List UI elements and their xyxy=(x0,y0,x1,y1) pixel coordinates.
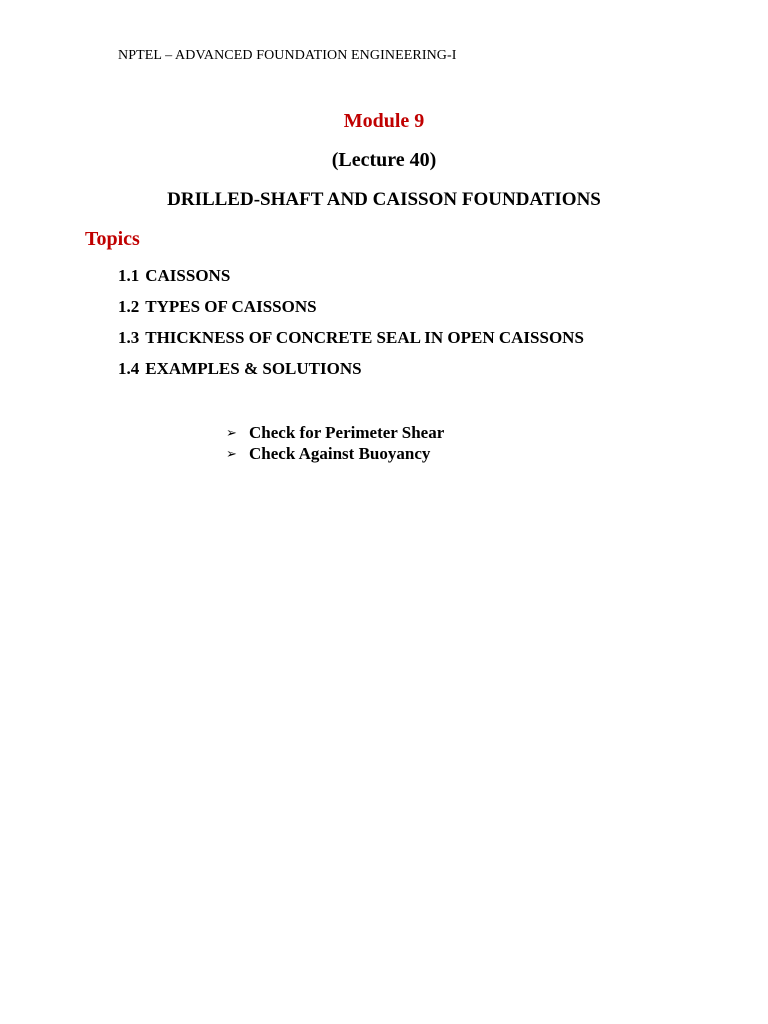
topics-list xyxy=(118,265,584,389)
topic-number: 1.2 xyxy=(118,297,140,316)
lecture-number: (Lecture 40) xyxy=(331,149,437,171)
document-title: DRILLED-SHAFT AND CAISSON FOUNDATIONS xyxy=(167,189,601,210)
topic-label: CAISSONS xyxy=(145,266,231,285)
subtopic-label: Check Against Buoyancy xyxy=(249,444,431,463)
topic-number: 1.1 xyxy=(118,266,140,285)
topics-heading: Topics xyxy=(85,228,140,250)
running-header: NPTEL – ADVANCED FOUNDATION ENGINEERING-I xyxy=(118,48,457,63)
subtopic-item xyxy=(226,422,444,443)
topic-item xyxy=(118,358,584,389)
subtopics-list xyxy=(226,422,444,464)
topic-label: TYPES OF CAISSONS xyxy=(145,297,317,316)
topic-number: 1.4 xyxy=(118,359,140,378)
topic-item xyxy=(118,265,584,296)
arrowhead-bullet-icon: ➢ xyxy=(226,447,237,462)
subtopic-item xyxy=(226,443,444,464)
module-title: Module 9 xyxy=(343,110,425,132)
topic-number: 1.3 xyxy=(118,328,140,347)
topic-label: EXAMPLES & SOLUTIONS xyxy=(145,359,362,378)
topic-label: THICKNESS OF CONCRETE SEAL IN OPEN CAISSONS xyxy=(145,328,584,347)
subtopic-label: Check for Perimeter Shear xyxy=(249,423,445,442)
topic-item xyxy=(118,296,584,327)
topic-item xyxy=(118,327,584,358)
arrowhead-bullet-icon: ➢ xyxy=(226,426,237,441)
